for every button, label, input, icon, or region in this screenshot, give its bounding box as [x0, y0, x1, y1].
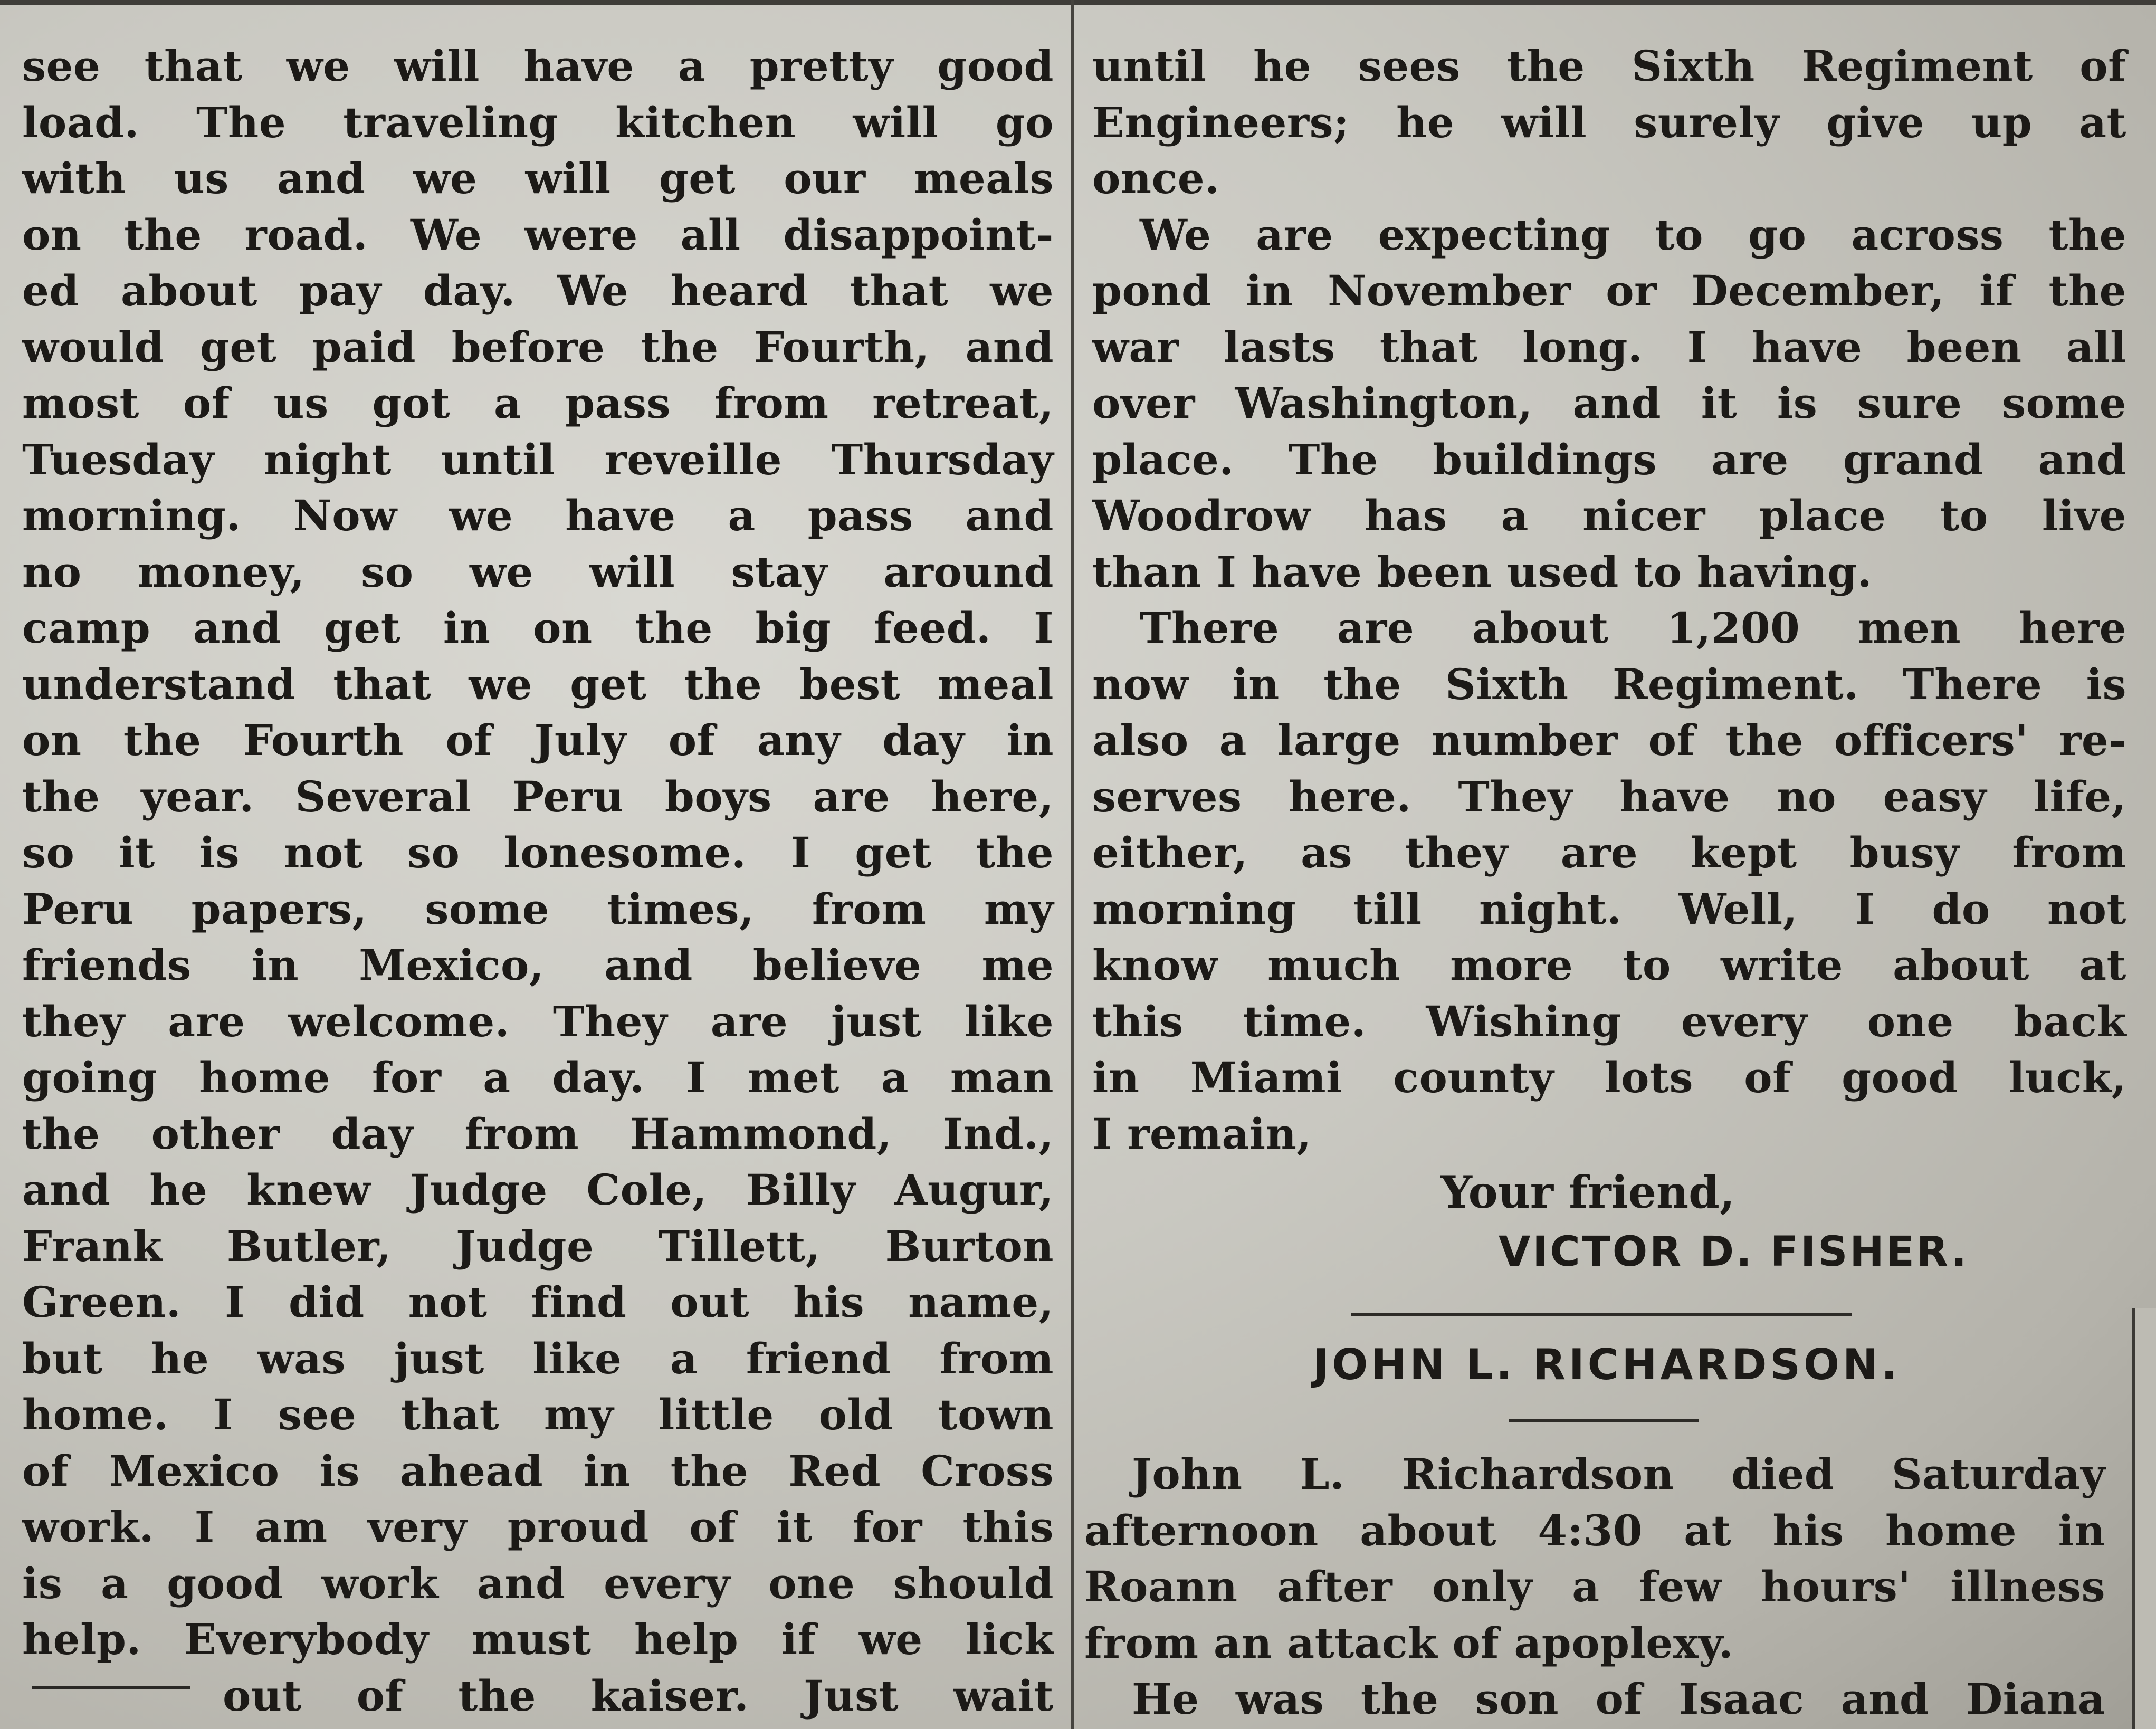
left-column-line: ed about pay day. We heard that we — [22, 266, 1054, 316]
right-column-line: until he sees the Sixth Regiment of — [1092, 41, 2126, 91]
right-column-line: also a large number of the officers' re- — [1092, 715, 2126, 765]
left-column-line: morning. Now we have a pass and — [22, 491, 1054, 540]
left-column-line: load. The traveling kitchen will go — [22, 97, 1054, 147]
left-column-line: home. I see that my little old town — [22, 1390, 1054, 1439]
left-column-line: friends in Mexico, and believe me — [22, 940, 1054, 990]
left-column-line: on the road. We were all disappoint- — [22, 209, 1054, 260]
right-column-line: place. The buildings are grand and — [1092, 434, 2126, 484]
right-column-line: once. — [1092, 154, 1220, 203]
right-column-line: pond in November or December, if the — [1092, 266, 2126, 316]
section-divider-rule — [1351, 1313, 1852, 1316]
heading-underline-rule — [1509, 1419, 1699, 1422]
left-column-line: on the Fourth of July of any day in — [22, 715, 1054, 765]
left-column-line: Tuesday night until reveille Thursday — [22, 434, 1054, 484]
right-column-text — [1092, 38, 2126, 1162]
obituary-line: He was the son of Isaac and Diana — [1132, 1674, 2105, 1724]
left-column-line: the year. Several Peru boys are here, — [22, 771, 1054, 821]
left-column-line: but he was just like a friend from — [22, 1333, 1054, 1383]
left-column-line: Peru papers, some times, from my — [22, 884, 1054, 934]
left-column-line: of Mexico is ahead in the Red Cross — [22, 1446, 1054, 1496]
right-column-line: know much more to write about at — [1092, 940, 2126, 990]
right-column-line: serves here. They have no easy life, — [1092, 771, 2126, 821]
left-column-line: they are welcome. They are just like — [22, 996, 1054, 1046]
right-column-line: There are about 1,200 men here — [1140, 603, 2126, 653]
left-column-line: camp and get in on the big feed. I — [22, 603, 1054, 653]
bottom-dash-rule — [32, 1686, 190, 1689]
right-column-line: Engineers; he will surely give up at — [1092, 97, 2126, 147]
right-column-line: war lasts that long. I have been all — [1092, 322, 2126, 372]
left-column-line: help. Everybody must help if we lick — [22, 1615, 1054, 1664]
left-column-line: going home for a day. I met a man — [22, 1053, 1054, 1102]
top-column-rule — [0, 0, 2156, 5]
right-column-line: I remain, — [1092, 1109, 1312, 1159]
column-divider-rule — [1071, 0, 1074, 1729]
left-column-line: no money, so we will stay around — [22, 547, 1054, 597]
obituary-text — [1084, 1446, 2105, 1727]
left-column-line: so it is not so lonesome. I get the — [22, 828, 1054, 877]
left-column-line: and he knew Judge Cole, Billy Augur, — [22, 1165, 1054, 1215]
left-column-line: is a good work and every one should — [22, 1558, 1054, 1608]
right-column-line: now in the Sixth Regiment. There is — [1092, 659, 2126, 709]
left-column-line: see that we will have a pretty good — [22, 41, 1054, 91]
left-column-line: work. I am very proud of it for this — [22, 1502, 1054, 1552]
right-column-line: this time. Wishing every one back — [1092, 996, 2126, 1046]
obituary-line: John L. Richardson died Saturday — [1132, 1449, 2105, 1499]
right-column-line: either, as they are kept busy from — [1092, 828, 2126, 877]
left-column-text — [22, 38, 1054, 1724]
left-column-line: would get paid before the Fourth, and — [22, 322, 1054, 372]
left-column-line: Green. I did not find out his name, — [22, 1277, 1054, 1327]
left-column-line: out of the kaiser. Just wait — [223, 1670, 1054, 1721]
letter-signature: VICTOR D. FISHER. — [1499, 1228, 1969, 1276]
obituary-line: from an attack of apoplexy. — [1084, 1618, 1734, 1668]
left-column-line: most of us got a pass from retreat, — [22, 378, 1054, 428]
right-column-line: morning till night. Well, I do not — [1092, 884, 2126, 934]
obituary-line: Roann after only a few hours' illness — [1084, 1562, 2105, 1611]
left-column-line: with us and we will get our meals — [22, 154, 1054, 203]
right-column-line: We are expecting to go across the — [1140, 209, 2126, 260]
adjacent-column-edge — [2132, 1308, 2156, 1729]
right-column-line: Woodrow has a nicer place to live — [1092, 491, 2126, 540]
left-column-line: the other day from Hammond, Ind., — [22, 1109, 1054, 1159]
left-column-line: understand that we get the best meal — [22, 659, 1054, 709]
obituary-heading: JOHN L. RICHARDSON. — [1313, 1340, 1901, 1389]
right-column-line: over Washington, and it is sure some — [1092, 378, 2126, 428]
right-column-line: than I have been used to having. — [1092, 547, 1873, 597]
right-column-line: in Miami county lots of good luck, — [1092, 1053, 2126, 1102]
left-column-line: Frank Butler, Judge Tillett, Burton — [22, 1221, 1054, 1271]
obituary-line: afternoon about 4:30 at his home in — [1084, 1505, 2105, 1555]
letter-closing: Your friend, — [1440, 1166, 1735, 1218]
